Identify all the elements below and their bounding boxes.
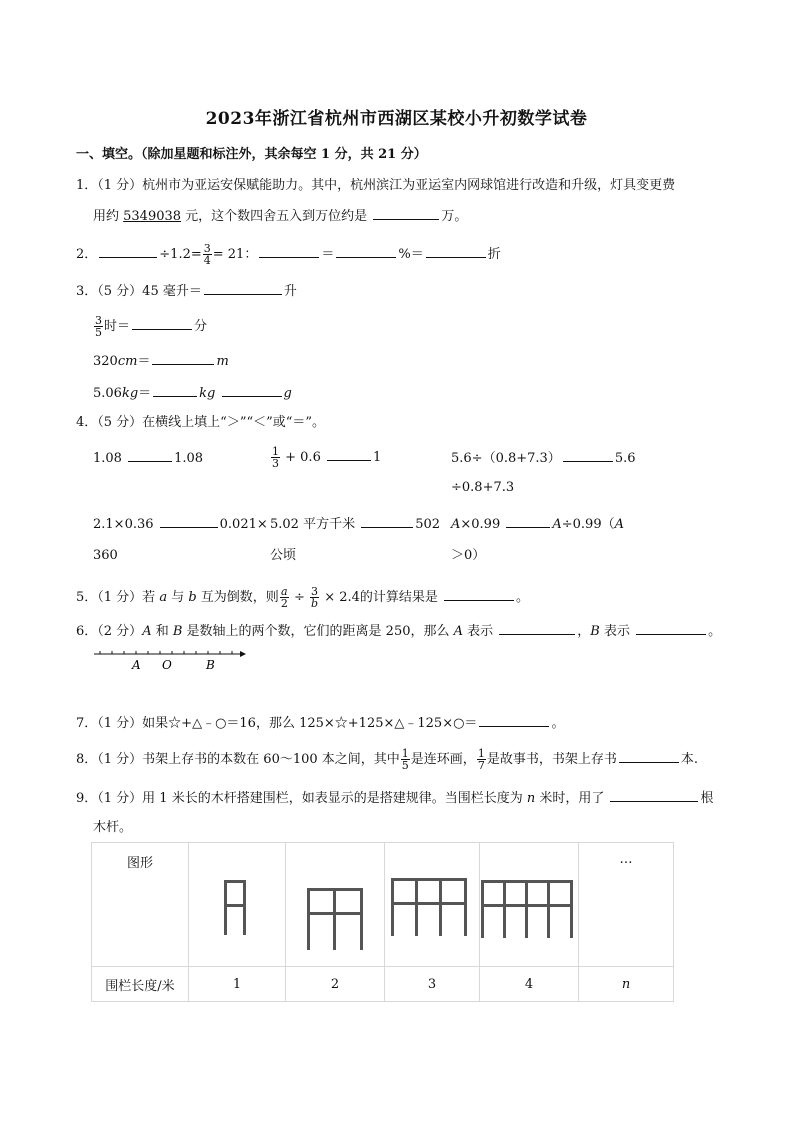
q4-item-f-cont: ＞0） bbox=[451, 548, 486, 563]
fence-figure-3 bbox=[386, 844, 478, 961]
q2-blank-2[interactable] bbox=[259, 245, 319, 258]
q1-blank[interactable] bbox=[373, 207, 439, 220]
q4-item-e: 5.02 平方千米 502 bbox=[270, 517, 441, 532]
table-cell: 3 bbox=[385, 967, 480, 1002]
q3-line4: 5.06kg＝ kg g bbox=[93, 386, 292, 401]
page-title: 2023年浙江省杭州市西湖区某校小升初数学试卷 bbox=[205, 109, 588, 129]
q6-blank-1[interactable] bbox=[499, 622, 575, 635]
q4-item-c-cont: ÷0.8+7.3 bbox=[451, 480, 515, 495]
q6-blank-2[interactable] bbox=[636, 622, 706, 635]
q4-item-b: $\frac{1}{3}$ + 0.6 1 bbox=[272, 445, 382, 470]
q4-item-f: A×0.99 A÷0.99（A bbox=[451, 517, 624, 532]
q3-fraction: $\frac{3}{5}$ bbox=[95, 314, 102, 339]
q9-line1: 9．（1 分）用 1 米长的木杆搭建围栏，如表显示的是搭建规律。当围栏长度为 n 米时，用了 根 bbox=[76, 791, 714, 806]
fence-figure-1 bbox=[190, 844, 284, 961]
table-cell: 2 bbox=[286, 967, 385, 1002]
q4-intro: 4．（5 分）在横线上填上“＞”“＜”或“＝”。 bbox=[76, 415, 326, 430]
q7-line: 7．（1 分）如果☆+△﹣○＝16，那么 125×☆+125×△﹣125×○＝ 。 bbox=[76, 716, 565, 731]
q4-item-d: 2.1×0.36 0.021× bbox=[93, 517, 268, 532]
q3-blank-5[interactable] bbox=[222, 384, 282, 397]
q4-item-d-cont: 360 bbox=[93, 548, 118, 563]
section-heading: 一、填空。（除加星题和标注外，其余每空 1 分，共 21 分） bbox=[76, 147, 427, 162]
q1-number: 5349038 bbox=[123, 209, 182, 224]
q7-blank[interactable] bbox=[479, 714, 549, 727]
q3-blank-1[interactable] bbox=[204, 282, 282, 295]
q3-line3: 320cm＝ m bbox=[93, 354, 229, 369]
q8-blank[interactable] bbox=[619, 750, 679, 763]
q4-item-e-cont: 公顷 bbox=[270, 548, 297, 563]
table-head-length: 围栏长度/米 bbox=[92, 967, 189, 1002]
q3-blank-4[interactable] bbox=[153, 384, 197, 397]
q2-line: 2． ÷1.2= $\frac{3}{4}$ = 21： ＝ %＝ 折 bbox=[76, 242, 501, 267]
table-cell: n bbox=[579, 967, 674, 1002]
q1-line1: 1．（1 分）杭州市为亚运安保赋能助力。其中，杭州滨江为亚运室内网球馆进行改造和升级，灯具变更费 bbox=[76, 178, 676, 193]
number-line bbox=[92, 644, 252, 674]
table-head-figure: 图形 bbox=[126, 856, 153, 871]
axis-label-a: A bbox=[132, 658, 141, 672]
q3-blank-3[interactable] bbox=[152, 352, 214, 365]
q3-blank-2[interactable] bbox=[132, 317, 192, 330]
q3-line1: 3．（5 分）45 毫升＝ 升 bbox=[76, 284, 297, 299]
q8-line: 8．（1 分）书架上存书的本数在 60～100 本之间，其中 $\frac{1}{5}$ 是连环画， $\frac{1}{7}$ 是故事书，书架上存书 本. bbox=[76, 747, 698, 772]
fence-figure-2 bbox=[287, 844, 383, 961]
q2-fraction: $\frac{3}{4}$ bbox=[203, 242, 211, 267]
q1-line2: 用约 5349038 元，这个数四舍五入到万位约是 万。 bbox=[93, 209, 468, 224]
q3-line2: $\frac{3}{5}$ 时＝ 分 bbox=[95, 314, 208, 339]
q9-blank[interactable] bbox=[610, 789, 698, 802]
axis-label-b: B bbox=[206, 658, 215, 672]
q5-blank[interactable] bbox=[444, 588, 514, 601]
table-cell: 1 bbox=[189, 967, 286, 1002]
q4-item-c: 5.6÷（0.8+7.3） 5.6 bbox=[451, 451, 636, 466]
axis-label-o: O bbox=[162, 658, 172, 672]
fence-figure-4 bbox=[481, 844, 577, 961]
q5-line: 5．（1 分）若 a 与 b 互为倒数，则 $\frac{a}{2}$ ÷ $\frac{3}{b}$ × 2.4的计算结果是 。 bbox=[76, 585, 530, 610]
table-cell: 4 bbox=[480, 967, 579, 1002]
q2-blank-3[interactable] bbox=[336, 245, 396, 258]
fence-table bbox=[91, 842, 674, 1002]
q4-item-a: 1.08 1.08 bbox=[93, 451, 204, 466]
q6-line: 6．（2 分）A 和 B 是数轴上的两个数，它们的距离是 250，那么 A 表示 ，B 表示 。 bbox=[76, 624, 722, 639]
q2-blank-4[interactable] bbox=[426, 245, 486, 258]
q9-line2: 木杆。 bbox=[93, 820, 133, 835]
table-ellipsis: … bbox=[619, 852, 633, 867]
q2-blank-1[interactable] bbox=[99, 245, 157, 258]
